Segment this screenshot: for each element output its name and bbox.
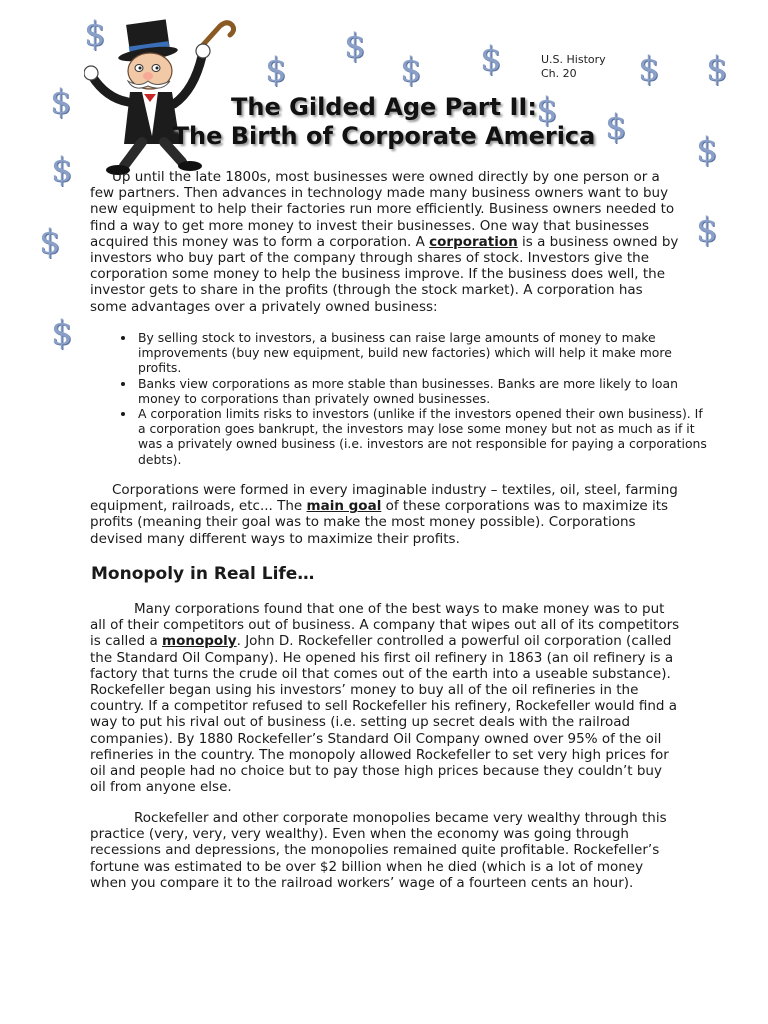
course-info [541,53,606,81]
term-monopoly: monopoly [162,633,237,650]
intro-text-before: Up until the late 1800s, most businesses were owned directly by one person or a few partners. Then advances in technology made many business owners want to buy new equipment to help their factories run more efficiently. Business owners needed to find a way to get more money to invest their businesses. One way that businesses acquired this money was to form a corporation. A [90,169,675,250]
dollar-sign-icon: $ [696,210,718,250]
goal-text-before: Corporations were formed in every imaginable industry – textiles, oil, steel, farming equipment, railroads, etc... The [90,482,678,515]
monopoly-text-after: . John D. Rockefeller controlled a powerful oil corporation (called the Standard Oil Company). He opened his first oil refinery in 1863 (an oil refinery is a factory that turns the crude oil that comes out of the earth into a useable substance). Rockefeller began using his investors’ money to buy all of the oil refineries in the country. If a competitor refused to sell Rockefeller his refinery, Rockefeller would find a way to put his rival out of business (i.e. setting up secret deals with the railroad companies). By 1880 Rockefeller’s Standard Oil Company owned over 95% of the oil refineries in the country. The monopoly allowed Rockefeller to set very high prices for oil and people had no choice but to pay those high prices because they couldn’t buy oil from anyone else. [90,633,678,796]
monopoly-text-before: Many corporations found that one of the best ways to make money was to put all of their competitors out of business. A company that wipes out all of its competitors is called a [90,601,680,650]
goal-paragraph [90,482,680,547]
advantages-list [112,330,708,467]
dollar-sign-icon: $ [536,90,558,130]
wealth-text: Rockefeller and other corporate monopolies became very wealthy through this practice (very, very, very wealthy). Even when the economy was going through recessions and depressions, the monopolies remained quite profitable. Rockefeller’s fortune was estimated to be over $2 billion when he died (which is a lot of money when you compare it to the railroad workers’ wage of a fourteen cents an hour). [90,810,667,891]
dollar-sign-icon: $ [638,49,660,89]
goal-text-after: of these corporations was to maximize its profits (meaning their goal was to make the most money possible). Corporations devised many different ways to maximize their profits. [90,498,669,547]
dollar-sign-icon: $ [39,222,61,262]
list-item: • A corporation limits risks to investors (unlike if the investors opened their own business). If a corporation goes bankrupt, the investors may lose some money but not as much as if it was a privately owned business (i.e. investors are not responsible for paying a corporations debts). [136,406,708,467]
course-name: U.S. History [541,53,606,66]
chapter-label: Ch. 20 [541,67,577,80]
dollar-sign-icon: $ [706,49,728,89]
dollar-sign-icon: $ [344,26,366,66]
dollar-sign-icon: $ [84,14,106,54]
intro-text-after: is a business owned by investors who buy part of the company through shares of stock. Investors give the corporation some money to help the business improve. If the business does well, the investor gets to share in the profits (through the stock market). A corporation has some advantages over a privately owned business: [90,233,679,315]
dollar-sign-icon: $ [400,50,422,90]
term-main-goal: main goal [306,498,382,515]
intro-paragraph [90,169,680,315]
dollar-sign-icon: $ [265,50,287,90]
dollar-sign-icon: $ [51,150,73,190]
term-corporation: corporation [429,233,518,250]
dollar-sign-icon: $ [50,82,72,122]
dollar-sign-icon: $ [605,107,627,147]
section-heading: Monopoly in Real Life… [91,564,315,584]
page-title-line-2: The Birth of Corporate America [172,122,596,150]
list-item: • Banks view corporations as more stable than businesses. Banks are more likely to loan money to corporations than privately owned businesses. [136,376,708,406]
dollar-sign-icon: $ [696,130,718,170]
dollar-sign-icon: $ [480,39,502,79]
monopoly-paragraph [90,601,680,795]
list-item: • By selling stock to investors, a business can raise large amounts of money to make improvements (buy new equipment, build new factories) which will help it make more profits. [136,330,708,376]
dollar-sign-icon: $ [51,313,73,353]
wealth-paragraph [90,810,680,891]
page-title-line-1: The Gilded Age Part II: [231,93,537,121]
